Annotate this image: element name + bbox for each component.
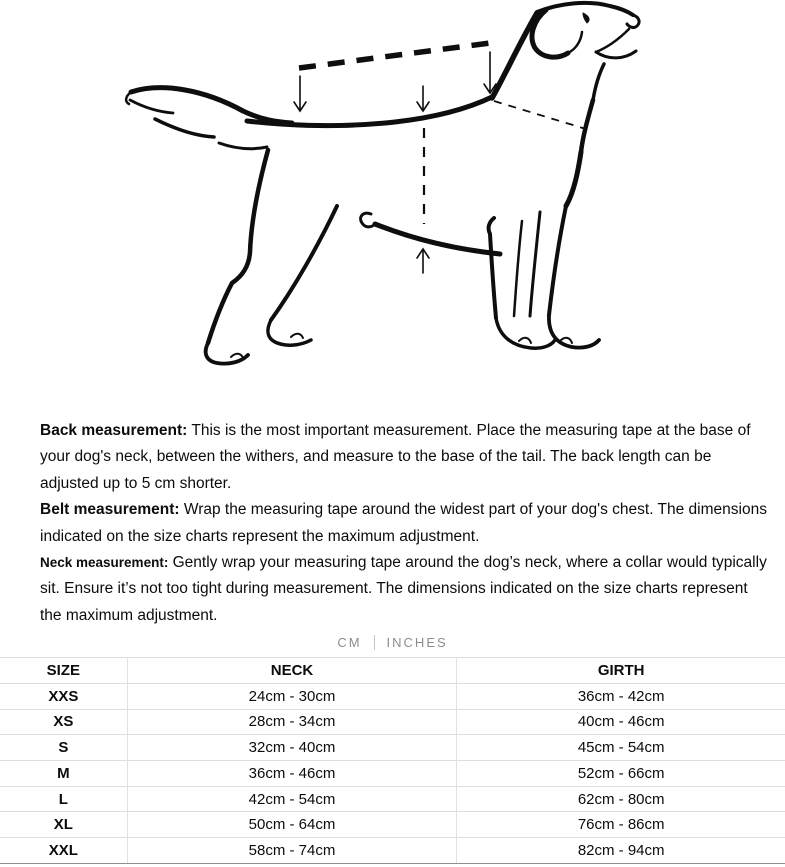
size-value: S [0, 735, 127, 761]
table-row [0, 838, 785, 864]
size-value: XXS [0, 683, 127, 709]
header-neck: NECK [127, 658, 457, 684]
girth-arrow-top [417, 86, 429, 111]
girth-value: 36cm - 42cm [457, 683, 785, 709]
header-size: SIZE [0, 658, 127, 684]
unit-inches-button[interactable]: INCHES [386, 634, 448, 650]
table-row [0, 709, 785, 735]
belt-measurement-text: Wrap the measuring tape around the widest part of your dog's chest. The dimensions indicated on the size charts represent the maximum adjustment. [40, 501, 767, 545]
size-value: XS [0, 709, 127, 735]
dog-measurement-illustration [0, 0, 785, 412]
neck-value: 32cm - 40cm [127, 735, 457, 761]
size-value: L [0, 786, 127, 812]
table-row [0, 761, 785, 787]
girth-value: 52cm - 66cm [457, 761, 785, 787]
back-measurement-label: Back measurement: [40, 422, 188, 439]
table-row [0, 683, 785, 709]
neck-value: 42cm - 54cm [127, 786, 457, 812]
back-measurement-text: This is the most important measurement. Place the measuring tape at the base of your dog's neck, between the withers, and measure to the base of the tail. The back length can be adjusted up to 5 cm shorter. [40, 422, 751, 492]
back-length-dashed-line [299, 43, 490, 68]
girth-value: 82cm - 94cm [457, 838, 785, 864]
unit-toggle [0, 630, 785, 654]
size-value: M [0, 761, 127, 787]
dog-measurement-svg [0, 0, 785, 412]
back-measurement-paragraph [40, 418, 769, 497]
neck-value: 58cm - 74cm [127, 838, 457, 864]
girth-arrow-bottom [417, 249, 429, 273]
girth-value: 76cm - 86cm [457, 812, 785, 838]
neck-dashed-line [494, 101, 586, 129]
table-row [0, 812, 785, 838]
unit-cm-button[interactable]: CM [337, 634, 362, 650]
size-value: XXL [0, 838, 127, 864]
measurement-instructions [0, 412, 785, 629]
neck-value: 36cm - 46cm [127, 761, 457, 787]
neck-value: 24cm - 30cm [127, 683, 457, 709]
neck-value: 50cm - 64cm [127, 812, 457, 838]
header-girth: GIRTH [457, 658, 785, 684]
size-chart-table [0, 657, 785, 864]
unit-toggle-divider [374, 635, 375, 650]
neck-measurement-paragraph [40, 550, 769, 629]
dog-outline [126, 3, 639, 364]
girth-value: 40cm - 46cm [457, 709, 785, 735]
table-row [0, 786, 785, 812]
girth-value: 45cm - 54cm [457, 735, 785, 761]
belt-measurement-paragraph [40, 497, 769, 550]
table-row [0, 735, 785, 761]
neck-measurement-text: Gently wrap your measuring tape around the dog’s neck, where a collar would typically sit. Ensure it’s not too tight during measurement. The dimensions indicated on the size charts represent the maximum adjustment. [40, 554, 767, 624]
neck-value: 28cm - 34cm [127, 709, 457, 735]
back-arrow-at-withers [484, 52, 496, 93]
girth-value: 62cm - 80cm [457, 786, 785, 812]
back-arrow-at-tail-base [294, 76, 306, 111]
size-value: XL [0, 812, 127, 838]
neck-measurement-label: Neck measurement: [40, 555, 169, 571]
table-header-row [0, 658, 785, 684]
belt-measurement-label: Belt measurement: [40, 501, 180, 519]
